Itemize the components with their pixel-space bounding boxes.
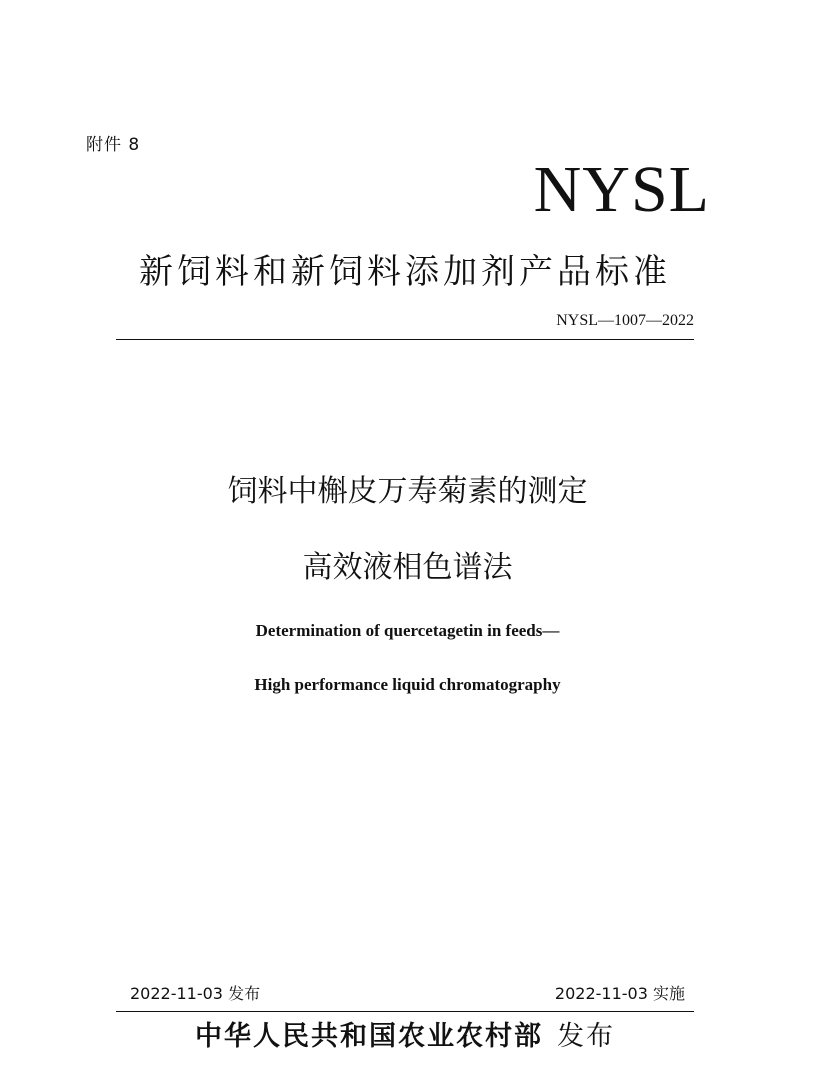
- attachment-label: 附件 8: [86, 135, 141, 155]
- issuer-name: 中华人民共和国农业农村部: [195, 1021, 543, 1052]
- issuer-line: [116, 1018, 694, 1056]
- title-chinese-line1: 饲料中槲皮万寿菊素的测定: [227, 474, 588, 509]
- title-english-line2: High performance liquid chromatography: [254, 675, 561, 694]
- standard-number: NYSL—1007—2022: [556, 312, 694, 329]
- title-english-line1: Determination of quercetagetin in feeds—: [255, 621, 560, 640]
- footer-divider: [116, 1011, 694, 1012]
- issuer-action: 发布: [557, 1021, 615, 1052]
- standard-series-title: 新饲料和新饲料添加剂产品标准: [139, 252, 671, 292]
- standard-logo: NYSL: [533, 153, 710, 226]
- title-chinese-line2: 高效液相色谱法: [302, 550, 513, 585]
- implementation-date: 2022-11-03 实施: [554, 984, 685, 1003]
- issue-date: 2022-11-03 发布: [130, 984, 261, 1003]
- header-divider: [116, 339, 694, 340]
